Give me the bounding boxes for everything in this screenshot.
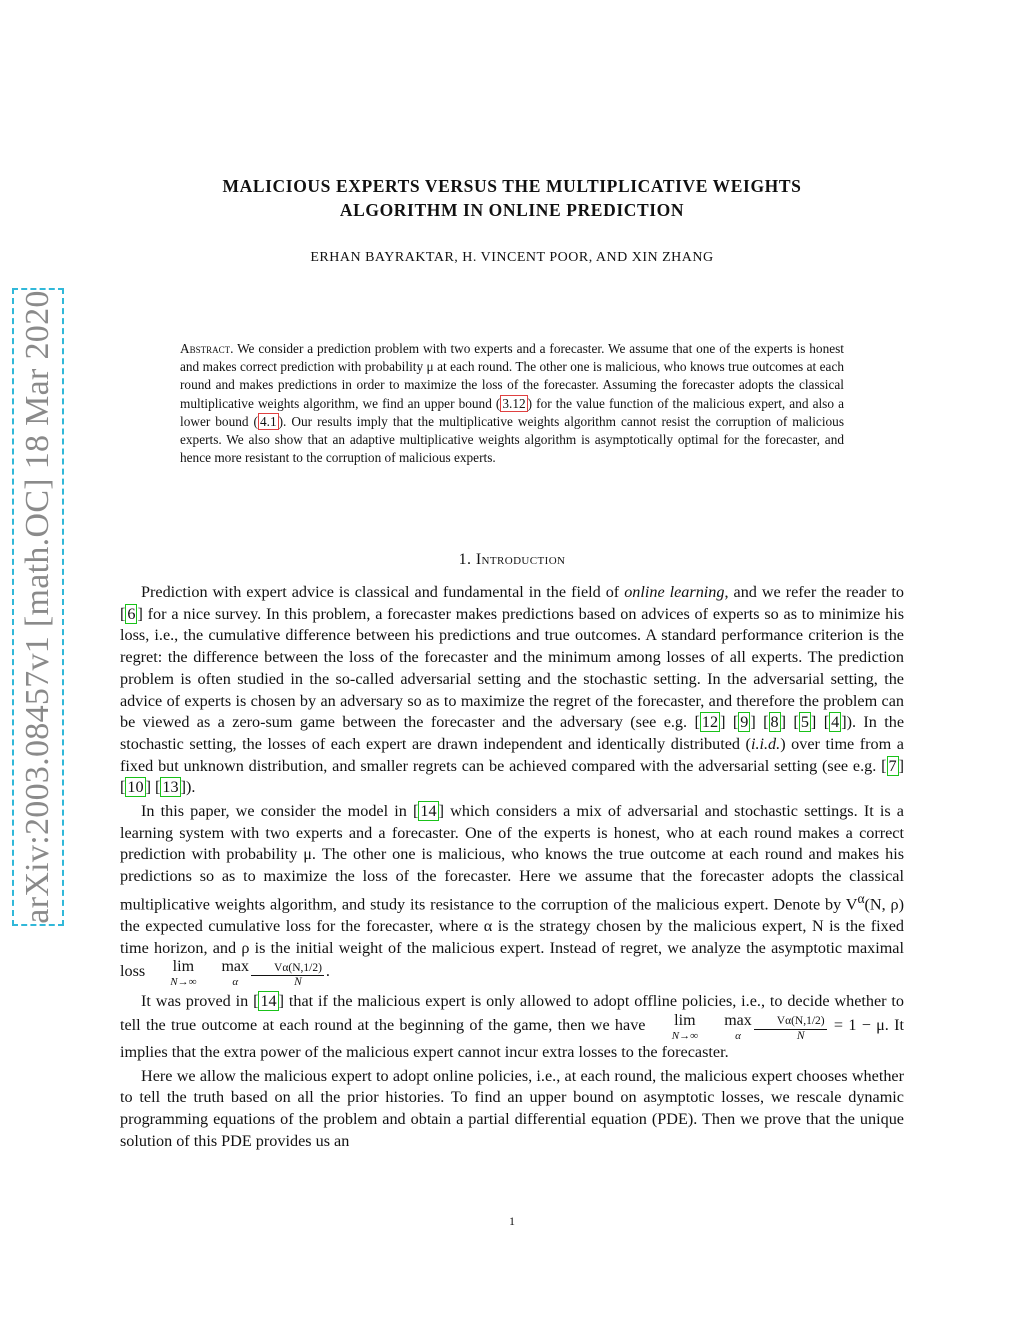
fraction: $\frac{V\alpha(N,1/2)}{N}$ (251, 963, 324, 989)
equation-link-4-1[interactable]: 4.1 (259, 413, 277, 429)
limit-operator: lim N→∞ (170, 958, 197, 989)
citation-link-12[interactable]: 12 (701, 713, 719, 732)
fraction: $\frac{V\alpha(N,1/2)}{N}$ (754, 1016, 827, 1042)
arxiv-stamp (12, 288, 64, 926)
citation-link-7[interactable]: 7 (888, 756, 897, 775)
citation-link-14[interactable]: 14 (420, 802, 437, 821)
citation-link-9[interactable]: 9 (740, 713, 749, 732)
citation-link-13[interactable]: 13 (162, 778, 179, 797)
section-title: Introduction (475, 551, 566, 568)
citation-link-10[interactable]: 10 (127, 778, 144, 797)
title-line-2: ALGORITHM IN ONLINE PREDICTION (339, 200, 685, 220)
paragraph-1: Prediction with expert advice is classical and fundamental in the field of online learning, and we refer the reader to [ 6 ] for a nice survey. In this problem, a forecaster makes predictions based on advices of experts so as to minimize his loss, i.e., the cumulative difference between his predictions and true outcomes. A standard performance criterion is the regret: the difference between the loss of the forecaster and the minimum among losses of all experts. The prediction problem is often studied in the so-called adversarial setting and the stochastic setting. In the adversarial setting, the advice of experts is chosen by an adversary so as to maximize the regret of the forecaster, and therefore the problem can be viewed as a zero-sum game between the forecaster and the adversary (see e.g. [ 12 ] [ 9 ] [ 8 ] [ 5 ] [ 4 ]). In the stochastic setting, the losses of each expert are drawn independent and identically distributed (i.i.d.) over time from a fixed but unknown distribution, and smaller regrets can be achieved compared with the adversarial setting (see e.g. [ 7 ] [ 10 ] [ 13 ]). (120, 583, 905, 797)
citation-link-6[interactable]: 6 (127, 604, 136, 623)
citation-link-14[interactable]: 14 (260, 991, 277, 1010)
citation-link-5[interactable]: 5 (800, 713, 809, 732)
citation-link-4[interactable]: 4 (831, 713, 840, 732)
equation-link-3-12[interactable]: 3.12 (502, 395, 526, 411)
max-operator: max α (221, 958, 250, 989)
citation-link-8[interactable]: 8 (770, 713, 779, 732)
paragraph-3: It was proved in [ 14 ] that if the malicious expert is only allowed to adopt offline policies, i.e., to decide whether to tell the true outcome at each round at the beginning of the game, then we have lim N→∞ max α $\frac{V\alpha(N,1/2)}{N}$ = 1 − μ. It implies that the extra power of the malicious expert cannot incur extra losses to the forecaster. (120, 991, 905, 1062)
abstract-label: Abstract. (180, 341, 234, 356)
paper-title (120, 174, 904, 222)
max-operator: max α (724, 1011, 752, 1042)
title-line-1: MALICIOUS EXPERTS VERSUS THE MULTIPLICATIVE WEIGHTS (222, 176, 802, 196)
introduction-body (120, 582, 904, 1155)
arxiv-identifier[interactable]: arXiv:2003.08457v1 [math.OC] 18 Mar 2020 (19, 290, 56, 924)
page-number: 1 (509, 1214, 515, 1228)
abstract: Abstract. We consider a prediction problem with two experts and a forecaster. We assume that one of the experts is honest and makes correct prediction with probability μ at each round. The other one is malicious, who knows true outcomes at each round and makes predictions in order to maximize the loss of the forecaster. Assuming the forecaster adopts the classical multiplicative weights algorithm, we find an upper bound ( 3.12 ) for the value function of the malicious expert, and also a lower bound ( 4.1 ). Our results imply that the multiplicative weights algorithm cannot resist the corruption of malicious experts. We also show that an adaptive multiplicative weights algorithm is asymptotically optimal for the forecaster, and hence more resistant to the corruption of malicious experts. (180, 341, 844, 466)
paragraph-4: Here we allow the malicious expert to adopt online policies, i.e., at each round, the malicious expert chooses whether to tell the truth based on all the prior histories. To find an upper bound on asymptotic losses, we rescale dynamic programming equations of the problem and obtain a partial differential equation (PDE). Then we prove that the unique solution of this PDE provides us an (120, 1066, 904, 1150)
author-list: ERHAN BAYRAKTAR, H. VINCENT POOR, AND XIN ZHANG (310, 250, 714, 265)
limit-operator: lim N→∞ (671, 1011, 698, 1042)
section-heading-introduction (120, 551, 904, 569)
section-number: 1. (458, 551, 472, 568)
paragraph-2: In this paper, we consider the model in [ 14 ] which considers a mix of adversarial and stochastic settings. It is a learning system with two experts and a forecaster. One of the experts is honest, who at each round makes a correct prediction with probability μ. The other one is malicious, who knows the true outcome at each round and makes his predictions so as to maximize the loss of the forecaster. Here we assume that the forecaster adopts the classical multiplicative weights algorithm, and study its resistance to the corruption of the malicious expert. Denote by $V^\alpha(N$, ρ) the expected cumulative loss for the forecaster, where α is the strategy chosen by the malicious expert, N is the fixed time horizon, and ρ is the initial weight of the malicious expert. Instead of regret, we analyze the asymptotic maximal loss lim N→∞ max α $\frac{V\alpha(N,1/2)}{N}$ . (120, 802, 904, 989)
